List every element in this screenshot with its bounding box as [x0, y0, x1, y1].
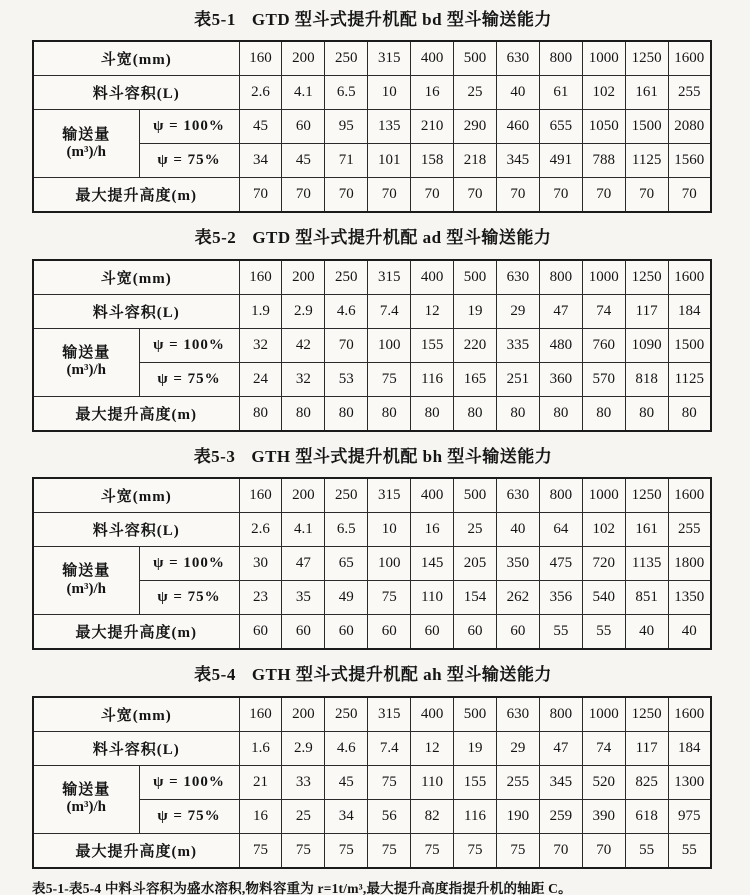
bucket-volume-value-cell: 102 — [582, 76, 625, 110]
psi-75-value-cell: 45 — [282, 144, 325, 178]
bucket-volume-value-cell: 2.6 — [239, 76, 282, 110]
bucket-volume-value-cell: 64 — [539, 513, 582, 547]
bucket-volume-value-cell: 47 — [539, 294, 582, 328]
max-height-value-cell: 70 — [582, 833, 625, 868]
bucket-volume-row — [33, 513, 711, 547]
bucket-volume-value-cell: 2.9 — [282, 294, 325, 328]
psi-75-value-cell: 34 — [239, 144, 282, 178]
max-height-value-cell: 60 — [239, 615, 282, 650]
table-section-5-2 — [32, 228, 714, 431]
psi-75-value-cell: 491 — [539, 144, 582, 178]
bucket-width-value-cell: 200 — [282, 697, 325, 732]
bucket-volume-value-cell: 10 — [368, 76, 411, 110]
bucket-volume-value-cell: 74 — [582, 294, 625, 328]
bucket-width-label: 斗宽(mm) — [33, 41, 239, 76]
max-height-value-cell: 75 — [239, 833, 282, 868]
psi-100-value-cell: 350 — [496, 547, 539, 581]
max-height-value-cell: 80 — [368, 396, 411, 431]
capacity-label — [33, 547, 139, 615]
max-height-value-cell: 60 — [368, 615, 411, 650]
bucket-volume-value-cell: 117 — [625, 294, 668, 328]
psi-100-value-cell: 825 — [625, 765, 668, 799]
max-height-value-cell: 70 — [325, 178, 368, 213]
bucket-width-value-cell: 315 — [368, 478, 411, 513]
psi-75-value-cell: 82 — [411, 799, 454, 833]
psi-100-value-cell: 720 — [582, 547, 625, 581]
psi-75-value-cell: 190 — [496, 799, 539, 833]
max-height-value-cell: 80 — [325, 396, 368, 431]
bucket-volume-value-cell: 161 — [625, 513, 668, 547]
psi-100-value-cell: 60 — [282, 110, 325, 144]
bucket-volume-value-cell: 2.9 — [282, 731, 325, 765]
psi-100-value-cell: 65 — [325, 547, 368, 581]
bucket-volume-row — [33, 294, 711, 328]
psi-75-value-cell: 788 — [582, 144, 625, 178]
max-height-value-cell: 75 — [454, 833, 497, 868]
bucket-volume-value-cell: 7.4 — [368, 731, 411, 765]
max-height-value-cell: 70 — [411, 178, 454, 213]
bucket-width-value-cell: 400 — [411, 697, 454, 732]
table-section-5-3 — [32, 447, 714, 650]
psi-100-value-cell: 155 — [454, 765, 497, 799]
max-height-value-cell: 80 — [582, 396, 625, 431]
max-height-value-cell: 75 — [282, 833, 325, 868]
max-height-value-cell: 80 — [539, 396, 582, 431]
bucket-width-value-cell: 630 — [496, 260, 539, 295]
bucket-volume-value-cell: 1.6 — [239, 731, 282, 765]
table-footnote: 表5-1-表5-4 中料斗容积为盛水溶积,物料容重为 r=1t/m³,最大提升高度指提升机的轴距 C。 — [32, 880, 572, 895]
table-number: 表5-1 — [194, 10, 236, 29]
psi-75-value-cell: 75 — [368, 581, 411, 615]
bucket-width-value-cell: 500 — [454, 478, 497, 513]
bucket-width-label: 斗宽(mm) — [33, 260, 239, 295]
psi-75-value-cell: 1560 — [668, 144, 711, 178]
psi-100-value-cell: 460 — [496, 110, 539, 144]
capacity-psi100-row — [33, 110, 711, 144]
psi-100-value-cell: 45 — [325, 765, 368, 799]
max-height-value-cell: 70 — [368, 178, 411, 213]
psi-75-value-cell: 75 — [368, 362, 411, 396]
bucket-volume-value-cell: 117 — [625, 731, 668, 765]
bucket-width-value-cell: 630 — [496, 697, 539, 732]
max-height-value-cell: 80 — [625, 396, 668, 431]
max-height-value-cell: 70 — [625, 178, 668, 213]
bucket-width-value-cell: 200 — [282, 41, 325, 76]
capacity-table-5-2 — [32, 259, 712, 432]
max-height-value-cell: 55 — [625, 833, 668, 868]
bucket-width-value-cell: 800 — [539, 41, 582, 76]
psi-75-value-cell: 345 — [496, 144, 539, 178]
psi-75-value-cell: 110 — [411, 581, 454, 615]
bucket-width-value-cell: 500 — [454, 41, 497, 76]
psi-75-value-cell: 851 — [625, 581, 668, 615]
bucket-volume-value-cell: 255 — [668, 513, 711, 547]
psi-100-value-cell: 100 — [368, 547, 411, 581]
max-height-value-cell: 80 — [282, 396, 325, 431]
bucket-volume-value-cell: 61 — [539, 76, 582, 110]
psi-75-value-cell: 116 — [411, 362, 454, 396]
psi-75-label: ψ = 75% — [139, 362, 239, 396]
max-height-value-cell: 40 — [668, 615, 711, 650]
psi-75-value-cell: 360 — [539, 362, 582, 396]
psi-75-value-cell: 101 — [368, 144, 411, 178]
psi-100-value-cell: 42 — [282, 328, 325, 362]
max-height-value-cell: 80 — [454, 396, 497, 431]
max-height-value-cell: 70 — [282, 178, 325, 213]
psi-75-value-cell: 34 — [325, 799, 368, 833]
capacity-table-5-3 — [32, 477, 712, 650]
max-height-label: 最大提升高度(m) — [33, 396, 239, 431]
psi-75-value-cell: 53 — [325, 362, 368, 396]
bucket-volume-value-cell: 25 — [454, 76, 497, 110]
psi-100-value-cell: 95 — [325, 110, 368, 144]
max-height-value-cell: 40 — [625, 615, 668, 650]
max-height-label: 最大提升高度(m) — [33, 615, 239, 650]
psi-100-value-cell: 1135 — [625, 547, 668, 581]
bucket-volume-value-cell: 12 — [411, 294, 454, 328]
bucket-width-value-cell: 315 — [368, 41, 411, 76]
capacity-psi100-row — [33, 547, 711, 581]
bucket-width-value-cell: 160 — [239, 260, 282, 295]
max-height-value-cell: 55 — [668, 833, 711, 868]
bucket-volume-label: 料斗容积(L) — [33, 76, 239, 110]
table-caption: GTH 型斗式提升机配 bh 型斗输送能力 — [251, 446, 553, 466]
max-height-value-cell: 75 — [325, 833, 368, 868]
psi-100-value-cell: 2080 — [668, 110, 711, 144]
max-height-value-cell: 70 — [539, 833, 582, 868]
bucket-width-value-cell: 315 — [368, 697, 411, 732]
psi-75-value-cell: 975 — [668, 799, 711, 833]
psi-75-value-cell: 540 — [582, 581, 625, 615]
psi-75-value-cell: 251 — [496, 362, 539, 396]
capacity-label — [33, 765, 139, 833]
table-caption: GTD 型斗式提升机配 bd 型斗输送能力 — [251, 10, 552, 29]
psi-100-value-cell: 135 — [368, 110, 411, 144]
capacity-psi100-row — [33, 765, 711, 799]
bucket-width-value-cell: 1600 — [668, 478, 711, 513]
bucket-volume-value-cell: 16 — [411, 513, 454, 547]
bucket-width-value-cell: 250 — [325, 41, 368, 76]
bucket-volume-value-cell: 6.5 — [325, 513, 368, 547]
bucket-volume-value-cell: 47 — [539, 731, 582, 765]
psi-100-value-cell: 290 — [454, 110, 497, 144]
table-section-5-4 — [32, 665, 714, 868]
capacity-label — [33, 110, 139, 178]
max-height-row — [33, 615, 711, 650]
max-height-row — [33, 833, 711, 868]
psi-100-value-cell: 75 — [368, 765, 411, 799]
bucket-width-value-cell: 200 — [282, 260, 325, 295]
bucket-width-row — [33, 260, 711, 295]
psi-100-value-cell: 1090 — [625, 328, 668, 362]
bucket-volume-value-cell: 184 — [668, 731, 711, 765]
psi-100-value-cell: 1500 — [668, 328, 711, 362]
bucket-width-value-cell: 1000 — [582, 41, 625, 76]
bucket-width-label: 斗宽(mm) — [33, 697, 239, 732]
max-height-value-cell: 70 — [496, 178, 539, 213]
capacity-label-line2: (m³)/h — [66, 143, 106, 160]
psi-75-value-cell: 154 — [454, 581, 497, 615]
bucket-width-value-cell: 800 — [539, 697, 582, 732]
psi-75-value-cell: 218 — [454, 144, 497, 178]
psi-100-value-cell: 33 — [282, 765, 325, 799]
table-number: 表5-4 — [194, 665, 236, 685]
max-height-value-cell: 70 — [582, 178, 625, 213]
psi-75-value-cell: 158 — [411, 144, 454, 178]
bucket-width-row — [33, 41, 711, 76]
psi-100-value-cell: 760 — [582, 328, 625, 362]
bucket-width-value-cell: 800 — [539, 260, 582, 295]
bucket-width-value-cell: 200 — [282, 478, 325, 513]
psi-75-label: ψ = 75% — [139, 799, 239, 833]
bucket-volume-value-cell: 4.1 — [282, 76, 325, 110]
psi-75-value-cell: 262 — [496, 581, 539, 615]
bucket-width-value-cell: 1000 — [582, 697, 625, 732]
capacity-label-line1: 输送量 — [62, 345, 111, 362]
bucket-volume-row — [33, 76, 711, 110]
table-section-5-1 — [32, 10, 714, 213]
psi-100-value-cell: 335 — [496, 328, 539, 362]
bucket-width-value-cell: 160 — [239, 41, 282, 76]
psi-75-value-cell: 16 — [239, 799, 282, 833]
psi-100-value-cell: 145 — [411, 547, 454, 581]
bucket-volume-value-cell: 184 — [668, 294, 711, 328]
capacity-label-line2: (m³)/h — [66, 580, 106, 597]
max-height-value-cell: 75 — [411, 833, 454, 868]
capacity-label-line1: 输送量 — [62, 563, 111, 580]
bucket-width-value-cell: 400 — [411, 41, 454, 76]
max-height-row — [33, 178, 711, 213]
bucket-width-value-cell: 250 — [325, 478, 368, 513]
bucket-width-value-cell: 1600 — [668, 41, 711, 76]
bucket-width-value-cell: 160 — [239, 478, 282, 513]
psi-75-value-cell: 259 — [539, 799, 582, 833]
max-height-value-cell: 70 — [539, 178, 582, 213]
table-number: 表5-2 — [194, 228, 237, 248]
max-height-value-cell: 75 — [368, 833, 411, 868]
bucket-volume-value-cell: 2.6 — [239, 513, 282, 547]
bucket-volume-value-cell: 4.6 — [325, 294, 368, 328]
psi-75-label: ψ = 75% — [139, 144, 239, 178]
psi-75-value-cell: 35 — [282, 581, 325, 615]
max-height-value-cell: 80 — [496, 396, 539, 431]
table-caption: GTH 型斗式提升机配 ah 型斗输送能力 — [251, 665, 552, 685]
bucket-width-value-cell: 400 — [411, 260, 454, 295]
bucket-width-value-cell: 1000 — [582, 260, 625, 295]
bucket-width-value-cell: 1000 — [582, 478, 625, 513]
psi-100-value-cell: 1800 — [668, 547, 711, 581]
bucket-volume-value-cell: 1.9 — [239, 294, 282, 328]
psi-100-value-cell: 110 — [411, 765, 454, 799]
capacity-label-line1: 输送量 — [62, 781, 111, 798]
psi-100-value-cell: 255 — [496, 765, 539, 799]
bucket-width-row — [33, 478, 711, 513]
max-height-value-cell: 80 — [668, 396, 711, 431]
bucket-width-row — [33, 697, 711, 732]
psi-75-value-cell: 56 — [368, 799, 411, 833]
bucket-width-value-cell: 1250 — [625, 478, 668, 513]
psi-100-label: ψ = 100% — [139, 328, 239, 362]
bucket-width-value-cell: 1600 — [668, 697, 711, 732]
max-height-value-cell: 80 — [239, 396, 282, 431]
max-height-value-cell: 55 — [539, 615, 582, 650]
max-height-label: 最大提升高度(m) — [33, 833, 239, 868]
table-title-5-3 — [32, 447, 714, 467]
capacity-label-line1: 输送量 — [62, 126, 111, 143]
bucket-width-value-cell: 250 — [325, 260, 368, 295]
bucket-volume-value-cell: 161 — [625, 76, 668, 110]
bucket-volume-row — [33, 731, 711, 765]
psi-75-value-cell: 1350 — [668, 581, 711, 615]
bucket-volume-value-cell: 102 — [582, 513, 625, 547]
max-height-value-cell: 60 — [454, 615, 497, 650]
bucket-volume-value-cell: 6.5 — [325, 76, 368, 110]
bucket-width-value-cell: 630 — [496, 41, 539, 76]
psi-100-value-cell: 1500 — [625, 110, 668, 144]
psi-100-value-cell: 21 — [239, 765, 282, 799]
psi-100-value-cell: 1300 — [668, 765, 711, 799]
bucket-volume-value-cell: 12 — [411, 731, 454, 765]
psi-75-value-cell: 356 — [539, 581, 582, 615]
psi-75-value-cell: 71 — [325, 144, 368, 178]
bucket-volume-value-cell: 40 — [496, 76, 539, 110]
max-height-value-cell: 60 — [411, 615, 454, 650]
max-height-value-cell: 70 — [239, 178, 282, 213]
table-number: 表5-3 — [193, 446, 236, 466]
bucket-width-label: 斗宽(mm) — [33, 478, 239, 513]
bucket-width-value-cell: 1250 — [625, 260, 668, 295]
max-height-value-cell: 70 — [668, 178, 711, 213]
psi-100-value-cell: 47 — [282, 547, 325, 581]
bucket-width-value-cell: 1600 — [668, 260, 711, 295]
bucket-width-value-cell: 1250 — [625, 41, 668, 76]
psi-100-value-cell: 655 — [539, 110, 582, 144]
psi-75-value-cell: 165 — [454, 362, 497, 396]
bucket-width-value-cell: 315 — [368, 260, 411, 295]
bucket-volume-label: 料斗容积(L) — [33, 513, 239, 547]
max-height-value-cell: 70 — [454, 178, 497, 213]
psi-100-value-cell: 30 — [239, 547, 282, 581]
psi-75-value-cell: 618 — [625, 799, 668, 833]
psi-75-value-cell: 570 — [582, 362, 625, 396]
capacity-table-5-1 — [32, 40, 712, 213]
psi-75-value-cell: 24 — [239, 362, 282, 396]
psi-75-label: ψ = 75% — [139, 581, 239, 615]
psi-100-value-cell: 345 — [539, 765, 582, 799]
capacity-psi100-row — [33, 328, 711, 362]
table-title-5-4 — [32, 665, 714, 685]
psi-75-value-cell: 49 — [325, 581, 368, 615]
psi-75-value-cell: 818 — [625, 362, 668, 396]
bucket-width-value-cell: 1250 — [625, 697, 668, 732]
psi-100-label: ψ = 100% — [139, 765, 239, 799]
bucket-volume-value-cell: 19 — [454, 294, 497, 328]
capacity-label-line2: (m³)/h — [66, 362, 106, 379]
max-height-row — [33, 396, 711, 431]
psi-100-value-cell: 220 — [454, 328, 497, 362]
psi-100-label: ψ = 100% — [139, 110, 239, 144]
bucket-volume-value-cell: 25 — [454, 513, 497, 547]
max-height-value-cell: 60 — [325, 615, 368, 650]
bucket-volume-label: 料斗容积(L) — [33, 294, 239, 328]
bucket-volume-value-cell: 19 — [454, 731, 497, 765]
bucket-width-value-cell: 400 — [411, 478, 454, 513]
bucket-width-value-cell: 250 — [325, 697, 368, 732]
bucket-volume-value-cell: 10 — [368, 513, 411, 547]
psi-100-value-cell: 480 — [539, 328, 582, 362]
max-height-label: 最大提升高度(m) — [33, 178, 239, 213]
psi-100-value-cell: 32 — [239, 328, 282, 362]
table-caption: GTD 型斗式提升机配 ad 型斗输送能力 — [252, 228, 552, 248]
bucket-width-value-cell: 160 — [239, 697, 282, 732]
capacity-label-line2: (m³)/h — [66, 799, 106, 816]
psi-100-value-cell: 100 — [368, 328, 411, 362]
psi-100-label: ψ = 100% — [139, 547, 239, 581]
psi-100-value-cell: 45 — [239, 110, 282, 144]
max-height-value-cell: 60 — [496, 615, 539, 650]
psi-75-value-cell: 1125 — [625, 144, 668, 178]
psi-75-value-cell: 116 — [454, 799, 497, 833]
psi-75-value-cell: 390 — [582, 799, 625, 833]
psi-100-value-cell: 475 — [539, 547, 582, 581]
bucket-width-value-cell: 630 — [496, 478, 539, 513]
max-height-value-cell: 60 — [282, 615, 325, 650]
bucket-width-value-cell: 500 — [454, 697, 497, 732]
bucket-width-value-cell: 800 — [539, 478, 582, 513]
bucket-volume-value-cell: 29 — [496, 294, 539, 328]
bucket-volume-value-cell: 40 — [496, 513, 539, 547]
psi-75-value-cell: 32 — [282, 362, 325, 396]
bucket-volume-value-cell: 74 — [582, 731, 625, 765]
bucket-volume-value-cell: 4.6 — [325, 731, 368, 765]
psi-100-value-cell: 70 — [325, 328, 368, 362]
bucket-volume-value-cell: 255 — [668, 76, 711, 110]
bucket-width-value-cell: 500 — [454, 260, 497, 295]
capacity-label — [33, 328, 139, 396]
bucket-volume-value-cell: 16 — [411, 76, 454, 110]
bucket-volume-value-cell: 4.1 — [282, 513, 325, 547]
max-height-value-cell: 55 — [582, 615, 625, 650]
psi-75-value-cell: 1125 — [668, 362, 711, 396]
psi-75-value-cell: 23 — [239, 581, 282, 615]
psi-100-value-cell: 1050 — [582, 110, 625, 144]
bucket-volume-value-cell: 29 — [496, 731, 539, 765]
max-height-value-cell: 75 — [496, 833, 539, 868]
capacity-table-5-4 — [32, 696, 712, 869]
bucket-volume-value-cell: 7.4 — [368, 294, 411, 328]
table-title-5-1 — [32, 10, 714, 30]
psi-100-value-cell: 205 — [454, 547, 497, 581]
bucket-volume-label: 料斗容积(L) — [33, 731, 239, 765]
psi-100-value-cell: 210 — [411, 110, 454, 144]
psi-75-value-cell: 25 — [282, 799, 325, 833]
psi-100-value-cell: 155 — [411, 328, 454, 362]
max-height-value-cell: 80 — [411, 396, 454, 431]
table-title-5-2 — [32, 228, 714, 248]
psi-100-value-cell: 520 — [582, 765, 625, 799]
